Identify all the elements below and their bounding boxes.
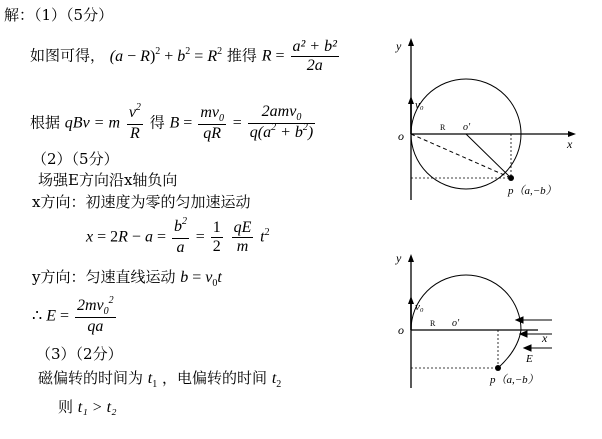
line2-frac2: $\frac{mv_0}{qR}$ — [200, 104, 224, 142]
line-2: 根据 qBv = m $\frac{v^2}{R}$ 得 B = $\frac{mv_0}{qR}$ = $\frac{2amv_0}{q(a^2 + b^2)}$ — [30, 102, 314, 142]
diagram2-origin: o — [398, 323, 404, 337]
line2-prefix: 根据 — [30, 113, 61, 132]
line1-fraction-den: 2a — [306, 57, 323, 74]
x-direction: x方向：初速度为零的匀加速运动 — [32, 193, 251, 211]
diagram2-v0: v₀ — [415, 301, 424, 313]
y-direction: y方向：匀速直线运动 $b = v_0t$ — [32, 268, 222, 289]
field-direction: 场强E方向沿x轴负向 — [38, 171, 178, 189]
solution-title: 解：（1）（5分） — [4, 6, 114, 24]
time-text-b: ，电偏转的时间 — [162, 369, 268, 387]
conclusion-prefix: 则 — [58, 398, 74, 416]
part3-title: （3）（2分） — [36, 345, 123, 363]
time-text-a: 磁偏转的时间为 — [38, 369, 144, 387]
line-1: 如图可得， $(a - R)^2 + b^2 = R^2$ 推得 R = $\frac{\text{a² + b²}}{2a}$ — [30, 38, 337, 74]
y-direction-text: y方向：匀速直线运动 — [32, 268, 176, 286]
line1-mid: 推得 — [226, 46, 257, 65]
line1-fraction-num: a² + b² — [292, 38, 337, 55]
line1-equation: $(a - R)^2 + b^2 = R^2$ — [109, 45, 223, 65]
diagram2-R: R — [430, 319, 436, 328]
time-line: 磁偏转的时间为 $t_1$ ，电偏转的时间 $t_2$ — [38, 369, 282, 390]
diagram2-y-label: y — [396, 251, 402, 265]
diagram1-y-label: y — [396, 39, 402, 53]
line1-R: R — [261, 47, 272, 65]
e-equation: ∴ E = $\frac{2mv_0^2}{qa}$ — [32, 295, 114, 335]
conclusion — [58, 398, 117, 417]
diagram-2 — [380, 238, 602, 398]
line1-prefix: 如图可得， — [30, 46, 106, 65]
diagram2-center: o' — [452, 318, 460, 329]
diagram2-trajectory — [411, 275, 521, 330]
diagram1-R: R — [440, 123, 446, 132]
diagram2-x-label: x — [542, 331, 548, 345]
diagram2-field-arrows — [516, 317, 552, 351]
line1-fraction — [291, 38, 339, 75]
diagram1-origin: o — [398, 129, 404, 143]
line2-mid: 得 — [149, 113, 165, 132]
diagram2-point-label: p（a,−b） — [490, 374, 539, 386]
line2-frac3: $\frac{2amv_0}{q(a^2 + b^2)}$ — [249, 103, 314, 141]
line2-frac1: $\frac{v^2}{R}$ — [128, 102, 141, 142]
diagram2-field-label: E — [526, 353, 533, 365]
line2-lorentz: qBv = m — [64, 114, 121, 132]
diagram1-v0: v₀ — [415, 99, 424, 111]
x-equation: x = 2R − a = $\frac{b^2}{a}$ = $\frac{1}{2}$ $\frac{qE}{m}$ $t^2$ — [86, 216, 270, 256]
part2-title: （2）（5分） — [32, 150, 119, 168]
diagram1-x-label: x — [567, 137, 573, 151]
conclusion-eq: t₁ > t₂ — [77, 399, 117, 416]
diagram-1 — [380, 30, 602, 210]
diagram2-point-p — [495, 365, 501, 371]
diagram1-point-label: p（a,−b） — [508, 185, 557, 197]
diagram1-point-p — [508, 175, 514, 181]
diagram1-center: o' — [463, 122, 471, 133]
